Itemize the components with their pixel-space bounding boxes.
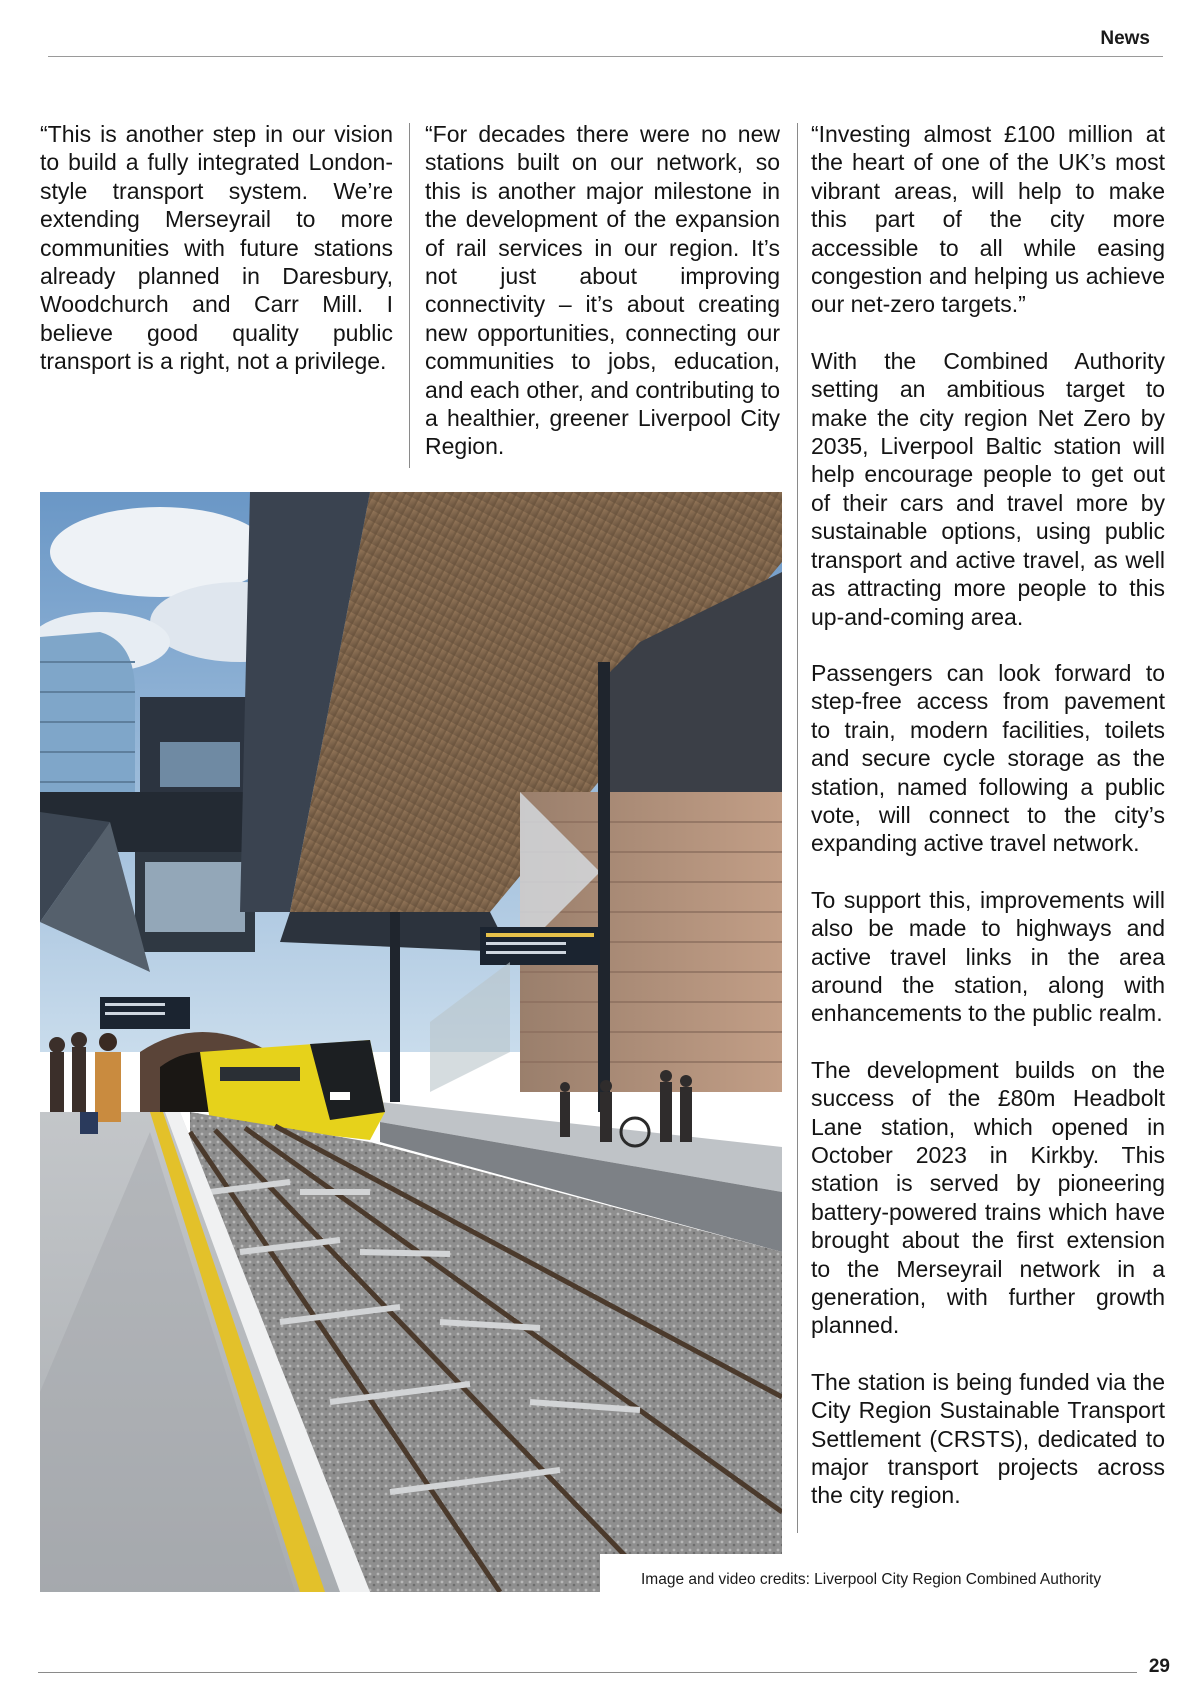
header-rule [48, 56, 1163, 57]
column-divider [409, 123, 410, 468]
paragraph: “Investing almost £100 million at the heart of one of the UK’s most vibrant areas, will help to make this part of the city more accessible to all while easing congestion and helping us achieve our net-zero targets.” [811, 121, 1165, 318]
paragraph: To support this, improvements will also be made to highways and active travel links in the area around the station, along with enhancements to the public realm. [811, 886, 1165, 1027]
paragraph: “This is another step in our vision to build a fully integrated London-style transport system. We’re extending Merseyrail to more communities with future stations already planned in Daresbury, Woodchurch and Carr Mill. I believe good quality public transport is a right, not a privilege. [40, 121, 393, 375]
section-label: News [1100, 28, 1150, 49]
quote-column-middle [425, 120, 780, 461]
paragraph: With the Combined Authority setting an ambitious target to make the city region Net Zero by 2035, Liverpool Baltic station will help encourage people to get out of their cars and travel more by sustainable options, using public transport and active travel, as well as attracting more people to this up-and-coming area. [811, 347, 1165, 630]
station-render-image [40, 492, 782, 1592]
footer-rule [38, 1672, 1137, 1673]
quote-column-left [40, 120, 393, 376]
paragraph: The development builds on the success of the £80m Headbolt Lane station, which opened in October 2023 in Kirkby. This station is served by pioneering battery-powered trains which have brought about the first extension to the Merseyrail network in a generation, with further growth planned. [811, 1056, 1165, 1339]
paragraph: The station is being funded via the City Region Sustainable Transport Settlement (CRSTS), dedicated to major transport projects across the city region. [811, 1368, 1165, 1509]
column-divider [797, 123, 798, 1533]
paragraph: “For decades there were no new stations built on our network, so this is another major milestone in the development of the expansion of rail services in our region. It’s not just about improving connectivity – it’s about creating new opportunities, connecting our communities to jobs, education, and each other, and contributing to a healthier, greener Liverpool City Region. [425, 121, 780, 460]
image-credit: Image and video credits: Liverpool City Region Combined Authority [641, 1571, 1102, 1588]
article-column-right [811, 120, 1165, 1510]
page-number: 29 [1148, 1656, 1170, 1677]
paragraph: Passengers can look forward to step-free access from pavement to train, modern facilities, toilets and secure cycle storage as the station, named following a public vote, will connect to the city’s expanding active travel network. [811, 659, 1165, 857]
